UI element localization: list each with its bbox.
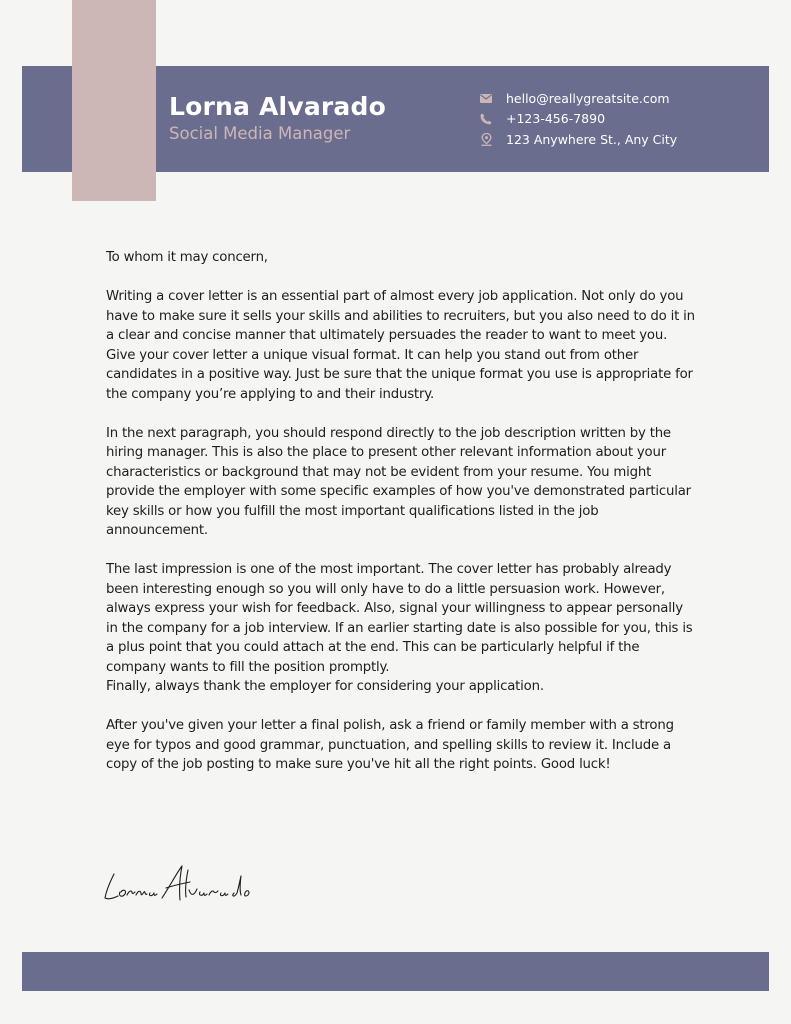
contact-phone[interactable]: +123-456-7890 bbox=[506, 111, 606, 127]
signature bbox=[100, 862, 260, 908]
paragraph-3: In the next paragraph, you should respond directly to the job description written by the hiring manager. This is also the place to present other relevant information about your characteristics or background that may not be evident from your resume. You might provide the employer with some specific examples of how you've demonstrated particular key skills or how you fulfill the most important qualifications listed in the job announcement. bbox=[106, 425, 691, 538]
paragraph-1: Writing a cover letter is an essential part of almost every job application. Not only do you have to make sure it sells your skills and abilities to recruiters, but you also need to do it in a clear and concise manner that ultimately persuades the reader to want to meet you. bbox=[106, 289, 695, 343]
contact-address: 123 Anywhere St., Any City bbox=[506, 131, 678, 147]
contact-phone-row bbox=[478, 109, 677, 130]
applicant-title: Social Media Manager bbox=[169, 124, 351, 143]
accent-block bbox=[72, 0, 156, 201]
mail-icon bbox=[478, 91, 494, 105]
footer-banner bbox=[22, 952, 769, 991]
applicant-name: Lorna Alvarado bbox=[169, 92, 386, 121]
phone-icon bbox=[478, 112, 494, 126]
paragraph-5: Finally, always thank the employer for considering your application. bbox=[106, 679, 544, 694]
contact-email-row bbox=[478, 88, 677, 109]
contact-email[interactable]: hello@reallygreatsite.com bbox=[506, 90, 670, 106]
paragraph-2: Give your cover letter a unique visual format. It can help you stand out from other candidates in a positive way. Just be sure that the unique format you use is appropriate for the company you’re applying to and their industry. bbox=[106, 347, 693, 402]
contact-info bbox=[478, 88, 677, 150]
paragraph-6: After you've given your letter a final polish, ask a friend or family member with a strong eye for typos and good grammar, punctuation, and spelling skills to review it. Include a copy of the job posting to make sure you've hit all the right points. Good luck! bbox=[106, 718, 674, 772]
contact-address-row bbox=[478, 129, 677, 150]
paragraph-4: The last impression is one of the most important. The cover letter has probably already been interesting enough so you will only have to do a little persuasion work. However, always express your wish for feedback. Also, signal your willingness to appear personally in the company for a job interview. If an earlier starting date is also possible for you, this is a plus point that you could attach at the end. This can be particularly helpful if the company wants to fill the position promptly. bbox=[106, 562, 693, 675]
letter-body bbox=[106, 248, 696, 775]
location-pin-icon bbox=[478, 132, 494, 146]
salutation: To whom it may concern, bbox=[106, 250, 268, 265]
